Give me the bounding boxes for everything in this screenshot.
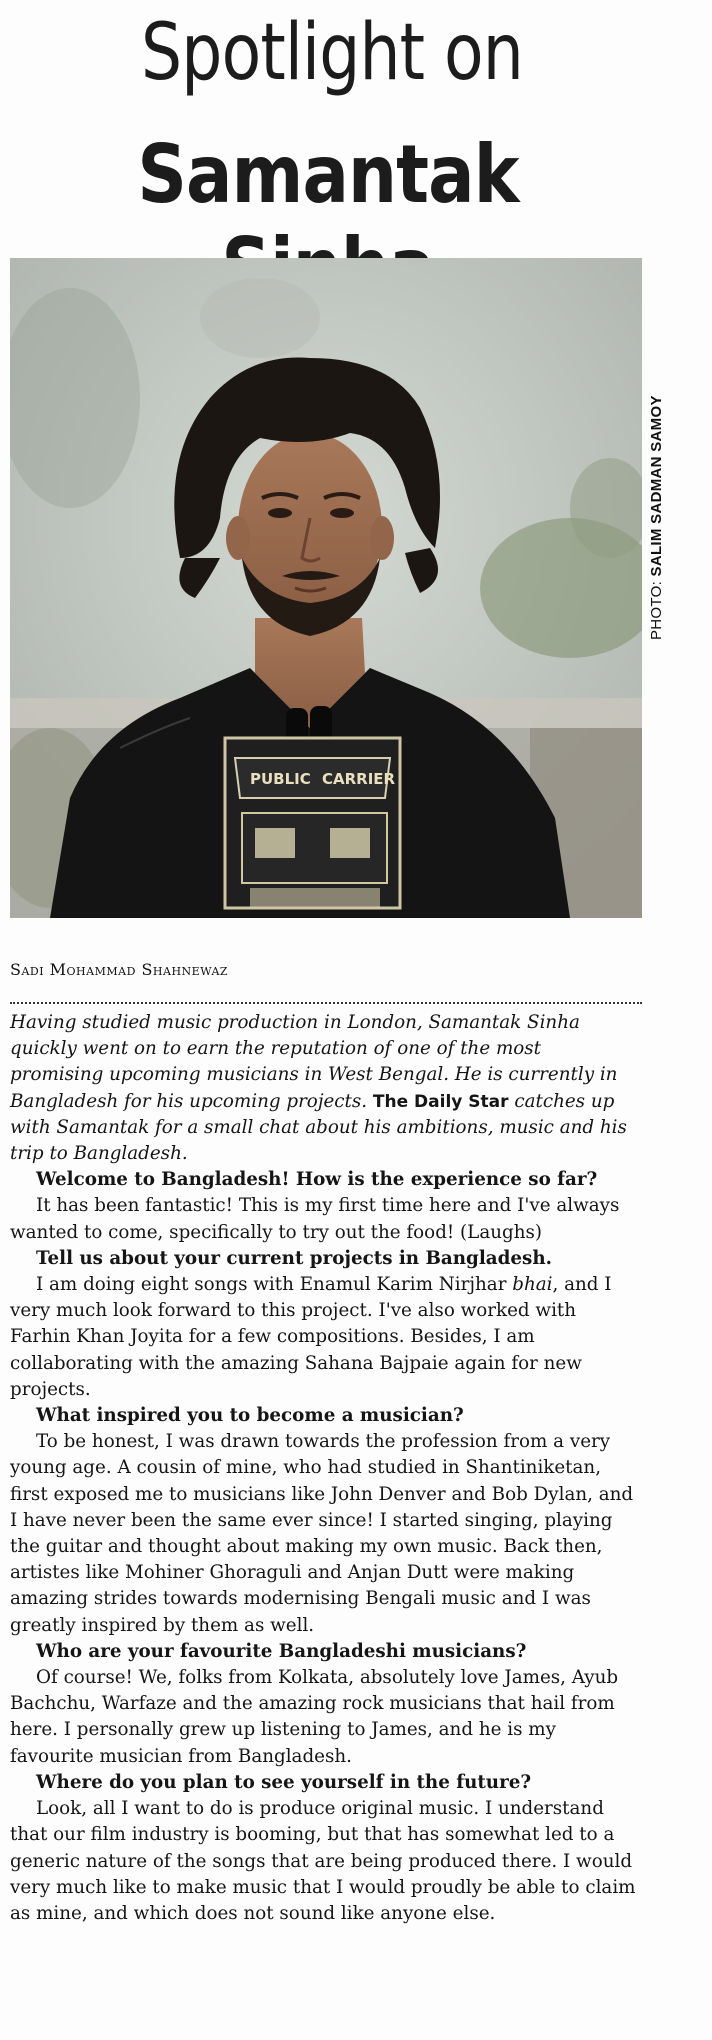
newspaper-name: The Daily Star bbox=[372, 1091, 509, 1112]
question-1: Welcome to Bangladesh! How is the experience so far? bbox=[36, 1169, 598, 1191]
answer-2-text-2: , and I very much look forward to this project. I've also worked with Farhin Khan Joyita for a few compositions. Besides, I am collaborating with the amazing Sahana Bajpaie again for new projects. bbox=[10, 1274, 612, 1400]
question-4: Who are your favourite Bangladeshi musicians? bbox=[36, 1640, 527, 1662]
photo-credit bbox=[648, 340, 665, 640]
answer-5: Look, all I want to do is produce original music. I understand that our film industry is booming, but that has somewhat led to a generic nature of the songs that are being produced there. I would very much like to make music that I would proudly be able to claim as mine, and which does not sound like anyone else. bbox=[10, 1798, 636, 1924]
photo-credit-name: SALIM SADMAN SAMOY bbox=[648, 395, 665, 577]
answer-2 bbox=[10, 1272, 638, 1403]
headline-line-2: Samantak bbox=[137, 128, 519, 221]
question-3: What inspired you to become a musician? bbox=[36, 1405, 464, 1427]
answer-2-text-1: I am doing eight songs with Enamul Karim Nirjhar bbox=[36, 1274, 513, 1296]
answer-4: Of course! We, folks from Kolkata, absolutely love James, Ayub Bachchu, Warfaze and the amazing rock musicians that hail from here. I personally grew up listening to James, and he is my favourite musician from Bangladesh. bbox=[10, 1667, 619, 1767]
intro-text-2: catches up with Samantak for a small chat about his ambitions, music and his trip to Bangladesh. bbox=[10, 1090, 627, 1165]
question-5: Where do you plan to see yourself in the future? bbox=[36, 1771, 532, 1793]
shirt-print-right: CARRIER bbox=[322, 770, 396, 788]
answer-2-italic: bhai bbox=[512, 1274, 553, 1296]
question-2: Tell us about your current projects in Bangladesh. bbox=[36, 1247, 552, 1269]
answer-3: To be honest, I was drawn towards the profession from a very young age. A cousin of mine, who had studied in Shantiniketan, first exposed me to musicians like John Denver and Bob Dylan, and I have never been the same ever since! I started singing, playing the guitar and thought about making my own music. Back then, artistes like Mohiner Ghoraguli and Anjan Dutt were making amazing strides towards modernising Bengali music and I was greatly inspired by them as well. bbox=[10, 1431, 634, 1636]
answer-1: It has been fantastic! This is my first time here and I've always wanted to come, specifically to try out the food! (Laughs) bbox=[10, 1195, 620, 1243]
dotted-divider bbox=[10, 1002, 642, 1004]
article-body bbox=[10, 1010, 638, 1927]
intro-text-1: Having studied music production in London, Samantak Sinha quickly went on to earn the reputation of one of the most promising upcoming musicians in West Bengal. He is currently in Bangladesh for his upcoming projects. bbox=[10, 1012, 618, 1112]
byline: Sadi Mohammad Shahnewaz bbox=[10, 960, 229, 979]
portrait-photo bbox=[10, 258, 642, 918]
portrait-illustration bbox=[10, 258, 642, 918]
shirt-print-left: PUBLIC bbox=[250, 770, 311, 788]
photo-credit-label: PHOTO: bbox=[648, 580, 665, 640]
intro-paragraph bbox=[10, 1010, 638, 1167]
headline-line-1: Spotlight on bbox=[141, 8, 523, 98]
